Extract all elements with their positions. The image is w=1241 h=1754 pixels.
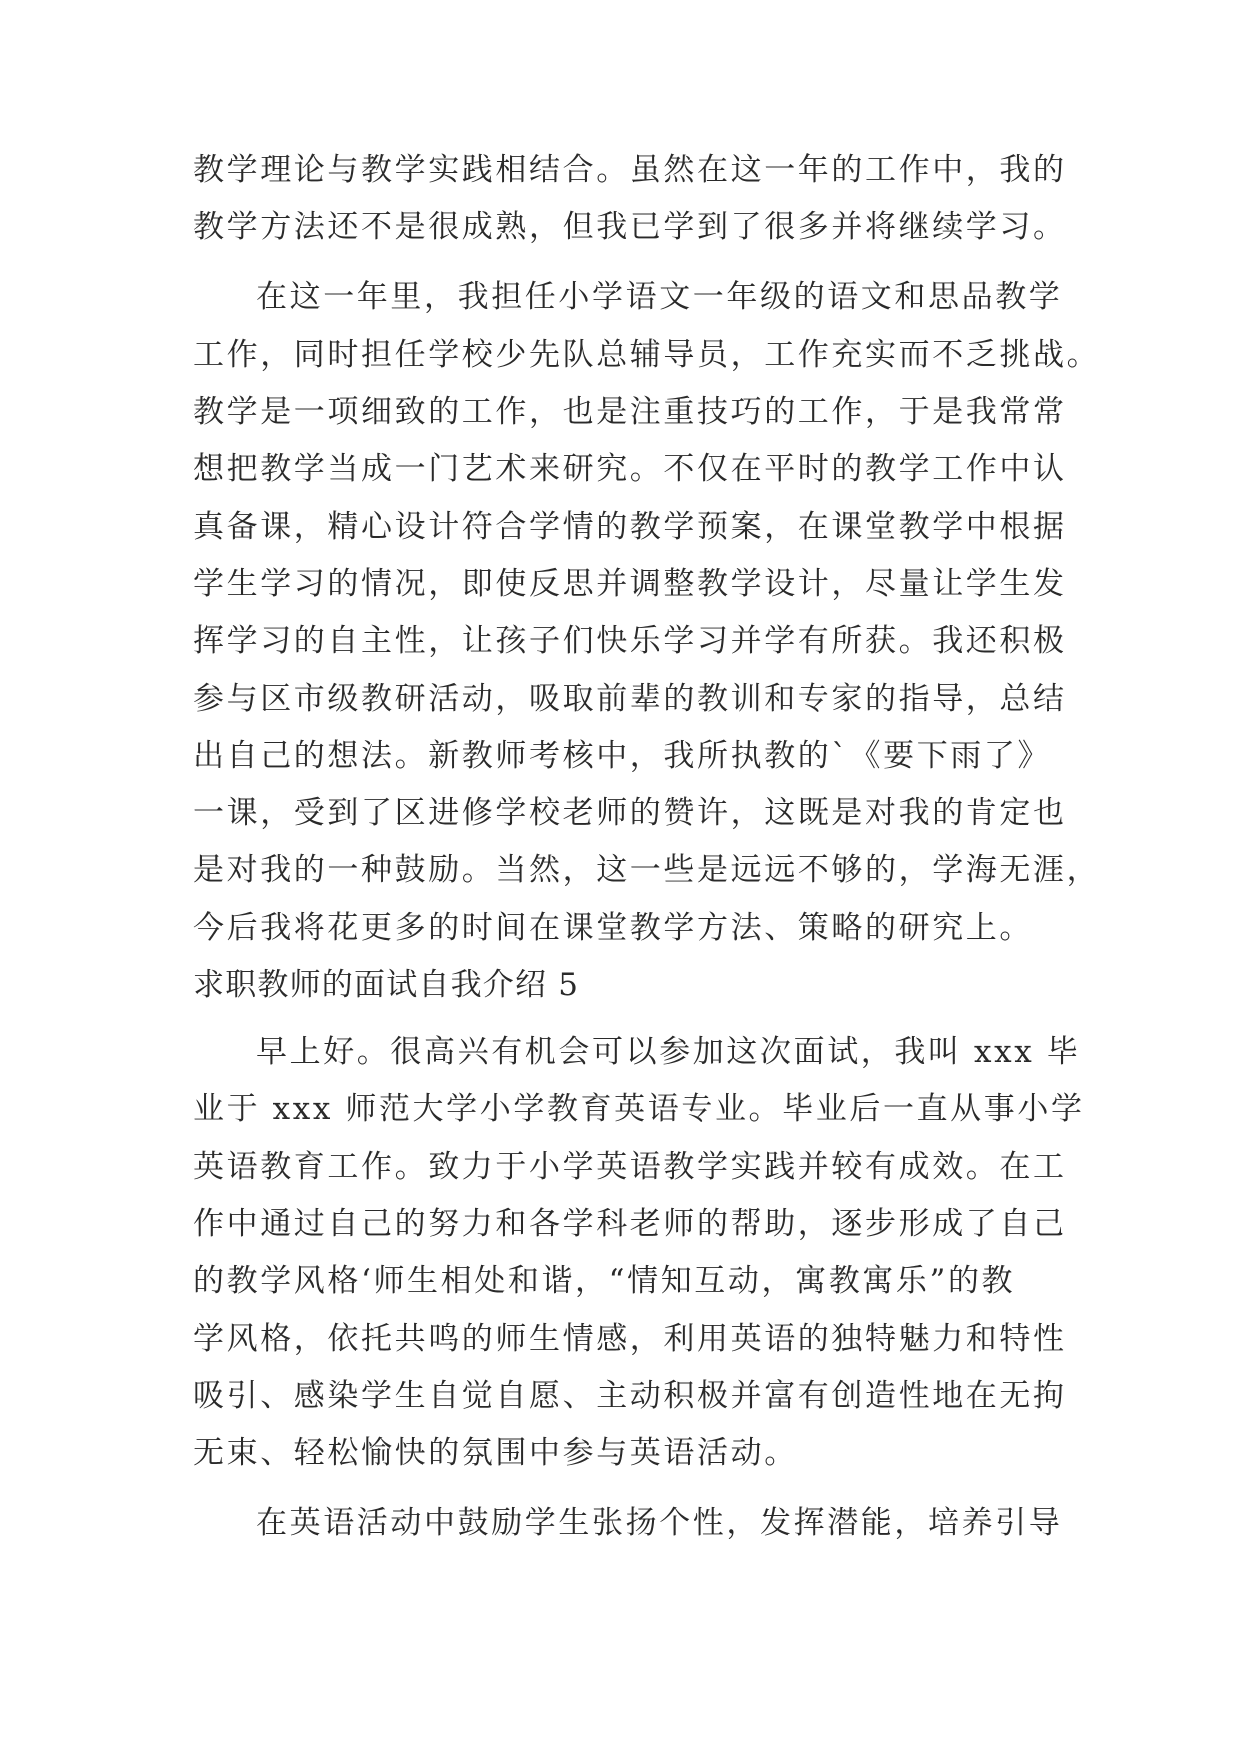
paragraph-line: 吸引、感染学生自觉自愿、主动积极并富有创造性地在无拘 [193,1378,1067,1414]
section-heading: 求职教师的面试自我介绍 5 [193,967,580,1003]
paragraph-first-line: 早上好。很高兴有机会可以参加这次面试，我叫 xxx 毕 [256,1034,1081,1070]
paragraph-first-line: 在这一年里，我担任小学语文一年级的语文和思品教学 [256,279,1063,315]
paragraph-line: 教学是一项细致的工作，也是注重技巧的工作，于是我常常 [193,394,1067,430]
paragraph-line: 真备课，精心设计符合学情的教学预案，在课堂教学中根据 [193,509,1067,545]
paragraph-line: 教学方法还不是很成熟，但我已学到了很多并将继续学习。 [193,209,1067,245]
paragraph-line: 一课，受到了区进修学校老师的赞许，这既是对我的肯定也 [193,795,1067,831]
paragraph-line: 想把教学当成一门艺术来研究。不仅在平时的教学工作中认 [193,451,1067,487]
paragraph-line: 英语教育工作。致力于小学英语教学实践并较有成效。在工 [193,1149,1067,1185]
paragraph-line: 参与区市级教研活动，吸取前辈的教训和专家的指导，总结 [193,681,1067,717]
paragraph-line: 工作，同时担任学校少先队总辅导员，工作充实而不乏挑战。 [193,337,1101,373]
paragraph-line: 的教学风格‘师生相处和谐，“情知互动，寓教寓乐”的教 [193,1263,1016,1299]
paragraph-line: 无束、轻松愉快的氛围中参与英语活动。 [193,1435,798,1471]
paragraph-line: 今后我将花更多的时间在课堂教学方法、策略的研究上。 [193,910,1033,946]
paragraph-line: 出自己的想法。新教师考核中，我所执教的`《要下雨了》 [193,738,1052,774]
paragraph-line: 作中通过自己的努力和各学科老师的帮助，逐步形成了自己 [193,1206,1067,1242]
paragraph-line: 业于 xxx 师范大学小学教育英语专业。毕业后一直从事小学 [193,1091,1085,1127]
paragraph-line: 学生学习的情况，即使反思并调整教学设计，尽量让学生发 [193,566,1067,602]
paragraph-line: 挥学习的自主性，让孩子们快乐学习并学有所获。我还积极 [193,623,1067,659]
paragraph-line: 是对我的一种鼓励。当然，这一些是远远不够的，学海无涯， [193,852,1101,888]
paragraph-line: 学风格，依托共鸣的师生情感，利用英语的独特魅力和特性 [193,1321,1067,1357]
paragraph-first-line: 在英语活动中鼓励学生张扬个性，发挥潜能，培养引导 [256,1505,1063,1541]
paragraph-line: 教学理论与教学实践相结合。虽然在这一年的工作中，我的 [193,152,1067,188]
